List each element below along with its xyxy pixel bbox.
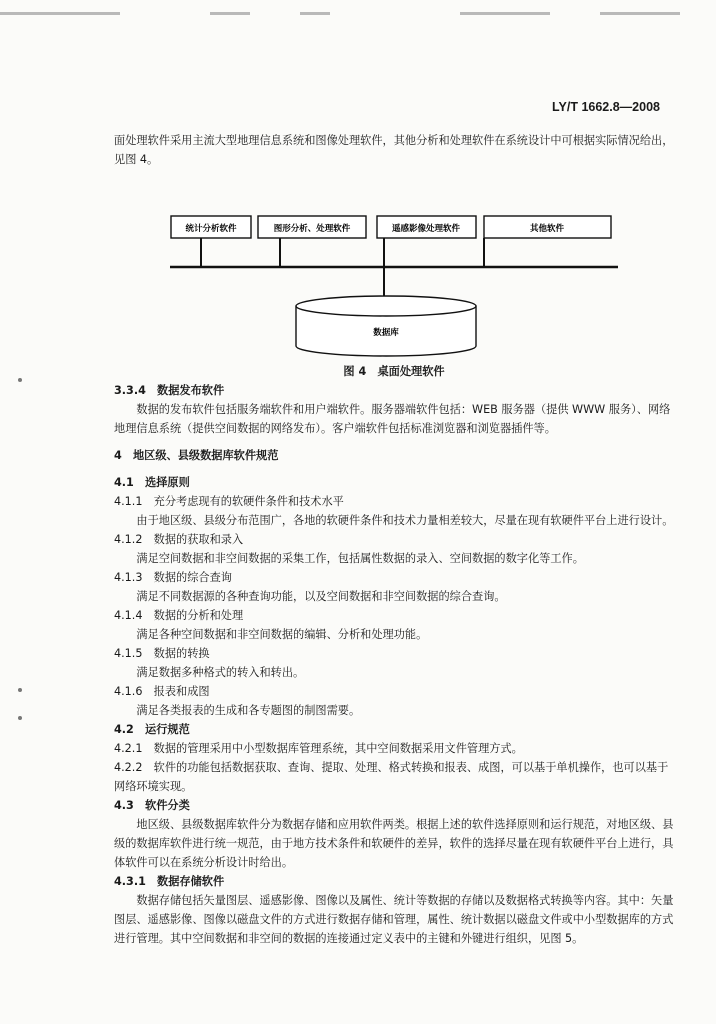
- section-3-3-4-body: 数据的发布软件包括服务端软件和用户端软件。服务器端软件包括：WEB 服务器（提供 WWW 服务）、网络地理信息系统（提供空间数据的网络发布）。客户端软件包括标准浏览器和浏览器插件等。: [114, 403, 671, 435]
- intro-paragraph: 面处理软件采用主流大型地理信息系统和图像处理软件，其他分析和处理软件在系统设计中可根据实际情况给出，见图 4。: [114, 134, 674, 166]
- section-4-1-3-title: 4.1.3 数据的综合查询: [114, 571, 232, 584]
- box-graphic-analysis-label: 图形分析、处理软件: [273, 224, 351, 234]
- section-4-1-2-title: 4.1.2 数据的获取和录入: [114, 533, 244, 546]
- section-4-1-heading: 4.1 选择原则: [114, 476, 190, 489]
- section-4-2-2-body: 4.2.2 软件的功能包括数据获取、查询、提取、处理、格式转换和报表、成图，可以基于单机操作，也可以基于网络环境实现。: [114, 761, 669, 793]
- section-4-1-1-title: 4.1.1 充分考虑现有的软硬件条件和技术水平: [114, 495, 344, 508]
- section-4-1-6-title: 4.1.6 报表和成图: [114, 685, 210, 698]
- scan-mark: [18, 378, 22, 382]
- section-4-2-heading: 4.2 运行规范: [114, 723, 190, 736]
- section-3-3-4-heading: 3.3.4 数据发布软件: [114, 384, 225, 397]
- section-4-3-1-body: 数据存储包括矢量图层、遥感影像、图像以及属性、统计等数据的存储以及数据格式转换等内容。其中：矢量图层、遥感影像、图像以磁盘文件的方式进行数据存储和管理，属性、统计数据以磁盘文件或中小型数据库的方式进行管理。其中空间数据和非空间的数据的连接通过定义表中的主键和外键进行组织，见图 5。: [114, 894, 674, 945]
- database-top: [296, 296, 476, 316]
- section-4-1-6-body: 满足各类报表的生成和各专题图的制图需要。: [136, 704, 361, 717]
- document-id: LY/T 1662.8—2008: [552, 100, 660, 114]
- section-4-heading: 4 地区级、县级数据库软件规范: [114, 449, 279, 462]
- scan-mark: [18, 688, 22, 692]
- section-4-3-body: 地区级、县级数据库软件分为数据存储和应用软件两类。根据上述的软件选择原则和运行规范，对地区级、县级的数据库软件进行统一规范，由于地方技术条件和软硬件的差异，软件的选择尽量在现有软硬件平台上进行，具体软件可以在系统分析设计时给出。: [114, 818, 674, 869]
- section-4-1-5-title: 4.1.5 数据的转换: [114, 647, 210, 660]
- section-4-3-heading: 4.3 软件分类: [114, 799, 190, 812]
- box-rs-processing-label: 遥感影像处理软件: [391, 224, 461, 234]
- section-4-1-4-title: 4.1.4 数据的分析和处理: [114, 609, 244, 622]
- section-4-2-1-body: 4.2.1 数据的管理采用中小型数据库管理系统，其中空间数据采用文件管理方式。: [114, 742, 523, 755]
- section-4-1-4-body: 满足各种空间数据和非空间数据的编辑、分析和处理功能。: [136, 628, 428, 641]
- box-stat-analysis-label: 统计分析软件: [185, 224, 237, 234]
- page-body: [114, 131, 674, 948]
- section-4-1-3-body: 满足不同数据源的各种查询功能，以及空间数据和非空间数据的综合查询。: [136, 590, 506, 603]
- figure-4-caption: 图 4 桌面处理软件: [343, 365, 445, 378]
- section-4-1-2-body: 满足空间数据和非空间数据的采集工作，包括属性数据的录入、空间数据的数字化等工作。: [136, 552, 584, 565]
- figure-4-diagram: [114, 172, 674, 362]
- section-4-3-1-heading: 4.3.1 数据存储软件: [114, 875, 225, 888]
- section-4-1-1-body: 由于地区级、县级分布范围广，各地的软硬件条件和技术力量相差较大，尽量在现有软硬件平台上进行设计。: [136, 514, 674, 527]
- scan-mark: [18, 716, 22, 720]
- database-label: 数据库: [373, 328, 399, 338]
- section-4-1-5-body: 满足数据多种格式的转入和转出。: [136, 666, 305, 679]
- scan-top-edge: [0, 0, 716, 22]
- box-other-software-label: 其他软件: [529, 224, 565, 234]
